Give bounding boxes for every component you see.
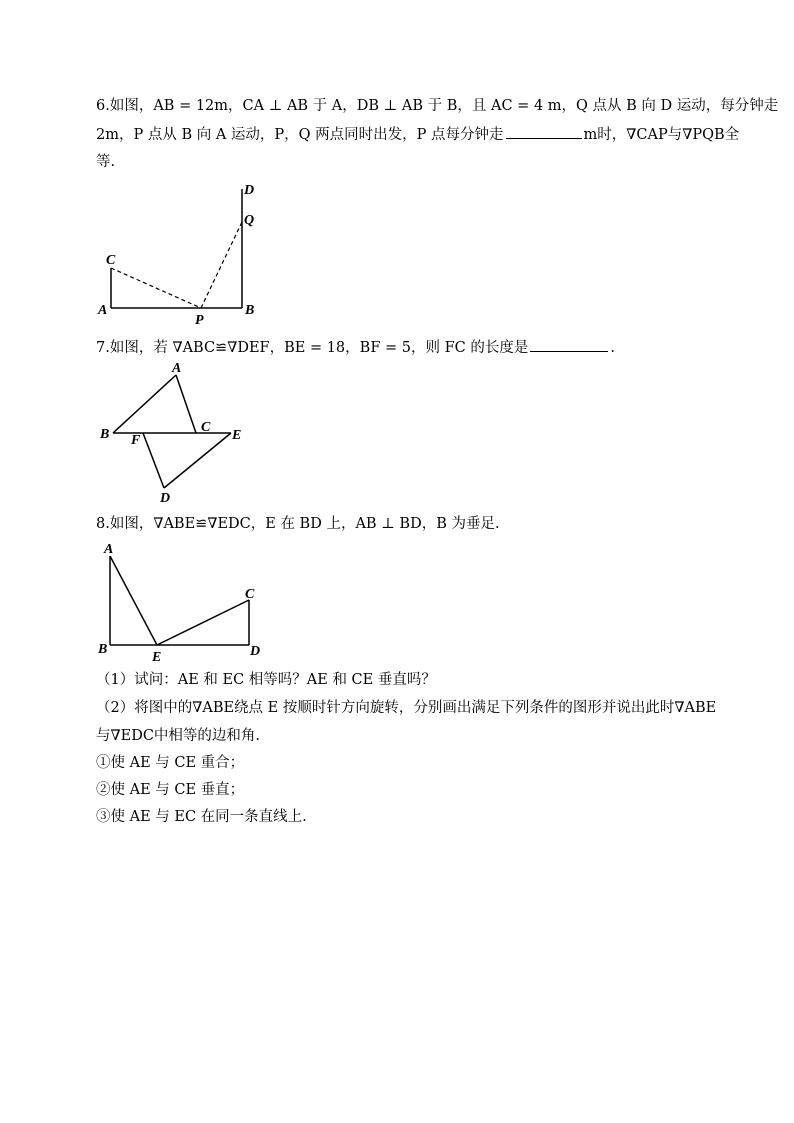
label-b: B	[245, 303, 255, 318]
segment-ae	[110, 556, 157, 645]
q8-sub2-line2: 与∇EDC中相等的边和角.	[96, 728, 261, 744]
q8-item2: ②使 AE 与 CE 垂直；	[96, 782, 245, 798]
label-d: D	[160, 491, 171, 506]
label-e: E	[232, 428, 242, 443]
label-p: P	[195, 313, 204, 328]
label-d: D	[244, 183, 255, 198]
q7-text-a: 7.如图，若 ∇ABC≌∇DEF，BE = 18，BF = 5，则 FC 的长度是	[96, 340, 529, 356]
q6-text-line2-b: m时，∇CAP与∇PQB全	[583, 127, 740, 143]
q6-text-line2-a: 2m，P 点从 B 向 A 运动，P，Q 两点同时出发，P 点每分钟走	[96, 127, 504, 143]
label-a: A	[104, 542, 114, 557]
label-a: A	[172, 361, 182, 376]
label-b: B	[98, 642, 108, 657]
label-e: E	[152, 650, 162, 665]
q6-text-line1: 6.如图，AB = 12m，CA ⊥ AB 于 A，DB ⊥ AB 于 B，且 AC = 4 m，Q 点从 B 向 D 运动，每分钟走	[96, 98, 779, 114]
label-c: C	[201, 420, 211, 435]
label-c: C	[106, 253, 116, 268]
q7-text-b: .	[610, 340, 615, 356]
q8-text-line1: 8.如图，∇ABE≌∇EDC，E 在 BD 上，AB ⊥ BD，B 为垂足.	[96, 516, 500, 532]
q8-sub2-line1: （2）将图中的∇ABE绕点 E 按顺时针方向旋转，分别画出满足下列条件的图形并说出此时∇ABE	[96, 700, 717, 716]
q8-item1: ①使 AE 与 CE 重合；	[96, 755, 245, 771]
q6-text-line3: 等.	[96, 154, 116, 170]
label-d: D	[250, 644, 261, 659]
q8-item3: ③使 AE 与 EC 在同一条直线上.	[96, 809, 307, 825]
label-q: Q	[244, 213, 255, 228]
label-a: A	[98, 303, 108, 318]
label-b: B	[100, 427, 110, 442]
label-f: F	[131, 433, 141, 448]
label-c: C	[245, 587, 255, 602]
q8-sub1: （1）试问：AE 和 EC 相等吗？AE 和 CE 垂直吗？	[96, 672, 436, 688]
segment-ec	[157, 600, 249, 645]
